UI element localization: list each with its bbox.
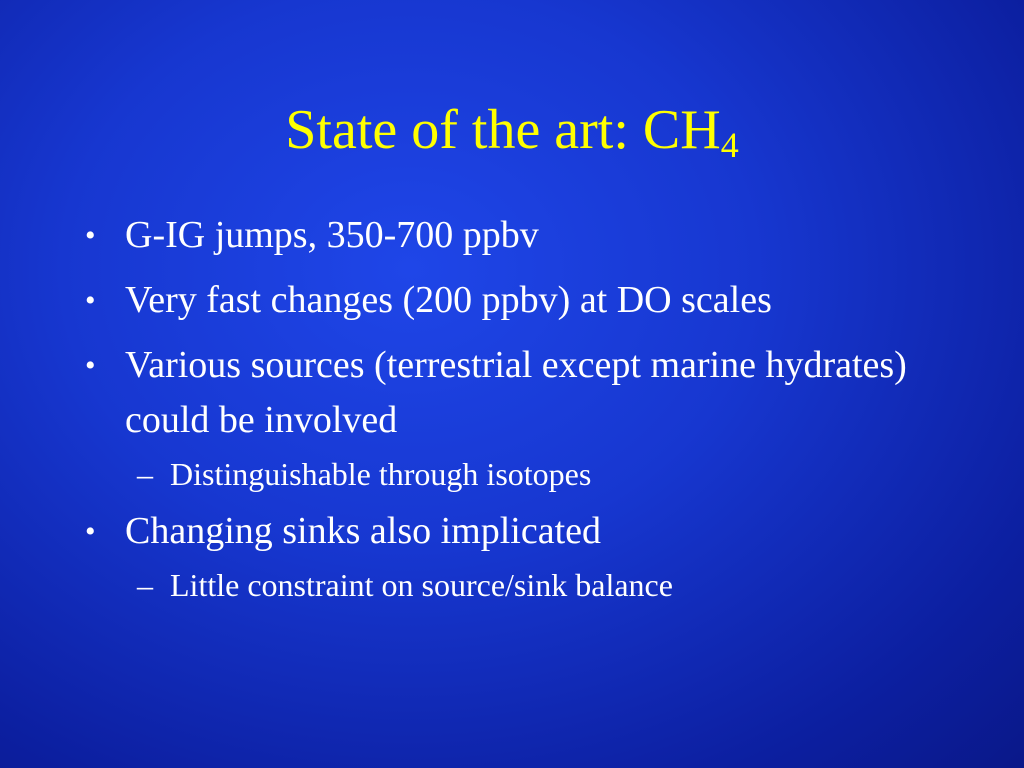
- bullet-item: [85, 208, 965, 263]
- sub-bullet-item: [85, 454, 965, 494]
- bullet-marker: •: [85, 515, 96, 548]
- bullet-marker: •: [85, 284, 96, 317]
- slide-title-main: State of the art: CH: [285, 99, 721, 161]
- bullet-marker: •: [85, 219, 96, 252]
- sub-bullet-item: [85, 565, 965, 605]
- bullet-list: [85, 208, 965, 605]
- sub-bullet-text: Distinguishable through isotopes: [170, 456, 592, 492]
- slide-title: [0, 99, 1024, 165]
- bullet-item: [85, 504, 965, 559]
- sub-bullet-marker: –: [137, 567, 153, 603]
- bullet-text: G-IG jumps, 350-700 ppbv: [125, 214, 539, 256]
- bullet-text: Various sources (terrestrial except marine hydrates) could be involved: [125, 344, 907, 441]
- sub-bullet-marker: –: [137, 456, 153, 492]
- slide-title-subscript: 4: [720, 125, 739, 165]
- bullet-marker: •: [85, 349, 96, 382]
- bullet-text: Very fast changes (200 ppbv) at DO scales: [125, 279, 772, 321]
- bullet-item: [85, 273, 965, 328]
- bullet-item: [85, 338, 965, 448]
- sub-bullet-text: Little constraint on source/sink balance: [170, 567, 673, 603]
- bullet-text: Changing sinks also implicated: [125, 510, 602, 552]
